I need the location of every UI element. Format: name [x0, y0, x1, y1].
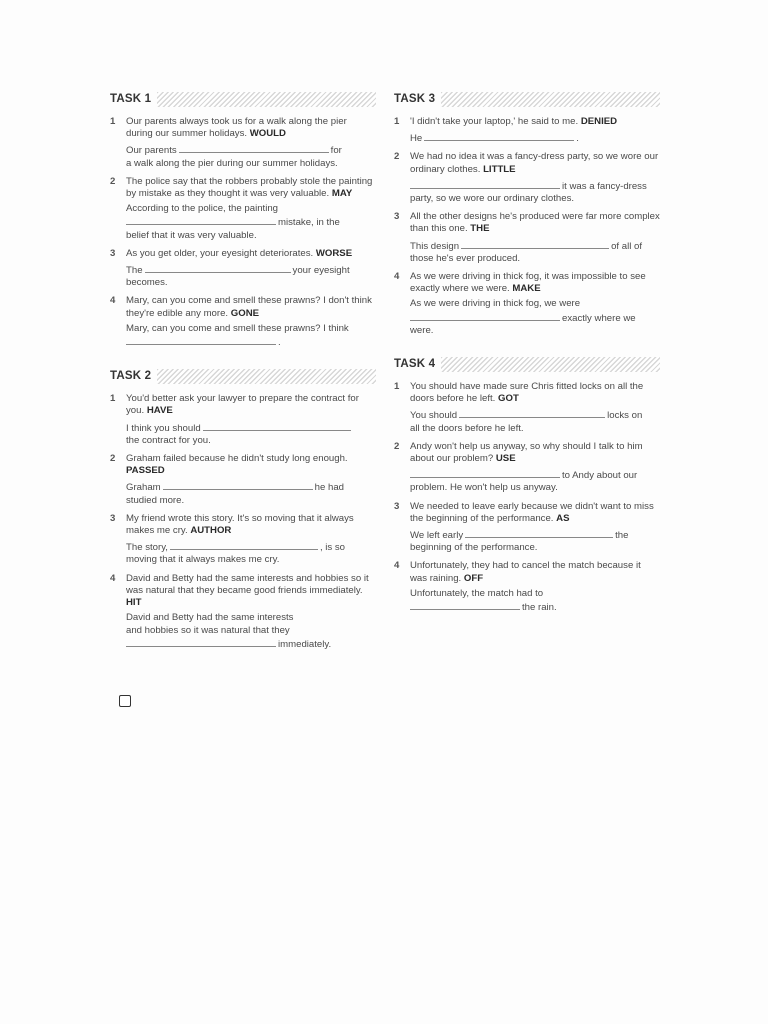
- exercise-item: [110, 248, 376, 290]
- task-title: TASK 1: [110, 93, 152, 105]
- item-number: 3: [110, 247, 116, 259]
- exercise-item: [394, 560, 660, 614]
- answer-blank[interactable]: [126, 215, 276, 225]
- keyword: HIT: [126, 597, 142, 609]
- exercise-item: [394, 116, 660, 145]
- left-column: [110, 90, 376, 657]
- header-stripe: [441, 92, 660, 107]
- keyword: WOULD: [249, 128, 286, 140]
- item-number: 4: [394, 560, 400, 572]
- answer-line: Unfortunately, the match had to the rain.: [410, 587, 557, 614]
- task-1-header: [110, 90, 376, 108]
- answer-line: The story, , is so moving that it always makes me cry.: [126, 542, 346, 566]
- item-number: 1: [394, 381, 400, 393]
- keyword: LITTLE: [483, 163, 516, 175]
- item-prompt: Graham failed because he didn't study long enough. PASSED: [126, 453, 348, 477]
- keyword: MAKE: [512, 283, 541, 295]
- item-number: 1: [110, 393, 116, 405]
- answer-blank[interactable]: [410, 468, 560, 478]
- header-stripe: [441, 357, 660, 372]
- item-prompt: As you get older, your eyesight deteriorates. WORSE: [126, 247, 353, 259]
- answer-line: David and Betty had the same interests and hobbies so it was natural that they immediately.: [126, 612, 332, 650]
- item-number: 2: [110, 175, 116, 187]
- exercise-item: [394, 381, 660, 435]
- item-number: 1: [110, 116, 116, 127]
- keyword: AS: [556, 512, 570, 524]
- item-prompt: Our parents always took us for a walk along the pier during our summer holidays. WOULD: [126, 116, 347, 140]
- answer-line: it was a fancy-dress party, so we wore our ordinary clothes.: [410, 180, 647, 205]
- answer-line: Mary, can you come and smell these prawns? I think .: [126, 322, 349, 349]
- answer-blank[interactable]: [163, 480, 313, 490]
- keyword: DENIED: [580, 116, 618, 127]
- exercise-item: [110, 176, 376, 242]
- item-number: 4: [110, 572, 116, 584]
- answer-line: We left early the beginning of the performance.: [410, 530, 629, 554]
- item-number: 3: [394, 500, 400, 512]
- answer-line: I think you should the contract for you.: [126, 421, 376, 447]
- answer-blank[interactable]: [410, 311, 560, 321]
- exercise-item: [110, 453, 376, 507]
- task-3-header: [394, 90, 660, 108]
- item-prompt: The police say that the robbers probably stole the painting by mistake as they thought it was very valuable. MAY: [126, 175, 373, 200]
- keyword: AUTHOR: [190, 525, 232, 537]
- keyword: GONE: [230, 307, 260, 319]
- answer-blank[interactable]: [179, 143, 329, 153]
- item-prompt: David and Betty had the same interests and hobbies so it was natural that they became good friends immediately. HIT: [126, 572, 369, 609]
- exercise-item: [394, 151, 660, 205]
- exercise-item: [110, 116, 376, 170]
- exercise-item: [394, 211, 660, 265]
- answer-blank[interactable]: [410, 179, 560, 189]
- exercise-item: [394, 501, 660, 555]
- keyword: WORSE: [315, 247, 353, 259]
- item-prompt: My friend wrote this story. It's so moving that it always makes me cry. AUTHOR: [126, 512, 354, 537]
- item-prompt: As we were driving in thick fog, it was impossible to see exactly where we were. MAKE: [410, 271, 646, 295]
- right-column: [394, 90, 660, 620]
- item-prompt: Unfortunately, they had to cancel the match because it was raining. OFF: [410, 560, 641, 584]
- answer-blank[interactable]: [465, 528, 613, 538]
- answer-blank[interactable]: [459, 408, 605, 418]
- exercise-item: [394, 271, 660, 337]
- answer-line: Our parents for a walk along the pier during our summer holidays.: [126, 145, 342, 169]
- exercise-item: [394, 441, 660, 495]
- item-prompt: We had no idea it was a fancy-dress party, so we wore our ordinary clothes. LITTLE: [410, 151, 659, 175]
- task-4-header: [394, 355, 660, 373]
- item-prompt: 'I didn't take your laptop,' he said to me. DENIED: [410, 116, 618, 127]
- answer-blank[interactable]: [410, 600, 520, 610]
- item-number: 3: [394, 211, 400, 223]
- item-number: 4: [394, 271, 400, 283]
- task-2-header: [110, 367, 376, 385]
- answer-blank[interactable]: [461, 239, 609, 249]
- keyword: THE: [470, 223, 490, 235]
- keyword: USE: [495, 453, 516, 465]
- item-prompt: Mary, can you come and smell these prawns? I don't think they're edible any more. GONE: [126, 295, 372, 319]
- item-number: 2: [394, 440, 400, 452]
- item-prompt: Andy won't help us anyway, so why should I talk to him about our problem? USE: [410, 440, 643, 465]
- item-prompt: You'd better ask your lawyer to prepare the contract for you. HAVE: [126, 393, 359, 417]
- exercise-item: [110, 295, 376, 349]
- item-prompt: All the other designs he's produced were far more complex than this one. THE: [410, 211, 660, 235]
- keyword: OFF: [463, 572, 484, 584]
- exercise-item: [110, 393, 376, 447]
- header-stripe: [157, 369, 376, 384]
- answer-line: As we were driving in thick fog, we were exactly where we were.: [410, 298, 636, 336]
- checkbox[interactable]: [119, 695, 131, 707]
- item-number: 1: [394, 116, 400, 127]
- task-title: TASK 3: [394, 93, 436, 105]
- task-title: TASK 2: [110, 370, 152, 383]
- item-number: 2: [110, 453, 116, 465]
- item-prompt: We needed to leave early because we didn't want to miss the beginning of the performance. AS: [410, 500, 654, 524]
- answer-blank[interactable]: [170, 540, 318, 550]
- answer-line: According to the police, the painting mistake, in the belief that it was very valuable.: [126, 203, 340, 241]
- answer-blank[interactable]: [126, 637, 276, 647]
- answer-line: You should locks on all the doors before he left.: [410, 410, 643, 434]
- exercise-item: [110, 513, 376, 567]
- item-number: 3: [110, 512, 116, 524]
- item-number: 4: [110, 295, 116, 307]
- answer-blank[interactable]: [145, 263, 291, 273]
- keyword: MAY: [331, 188, 353, 200]
- answer-line: This design of all of those he's ever produced.: [410, 240, 642, 264]
- item-prompt: You should have made sure Chris fitted locks on all the doors before he left. GOT: [410, 381, 644, 405]
- exercise-item: [110, 573, 376, 651]
- answer-blank[interactable]: [126, 335, 276, 345]
- task-title: TASK 4: [394, 358, 436, 371]
- answer-line: He .: [410, 133, 579, 145]
- answer-line: to Andy about our problem. He won't help us anyway.: [410, 470, 638, 494]
- answer-blank[interactable]: [424, 131, 574, 141]
- keyword: HAVE: [146, 405, 173, 417]
- answer-line: The your eyesight becomes.: [126, 265, 350, 289]
- answer-line: Graham he had studied more.: [126, 482, 344, 506]
- keyword: PASSED: [126, 465, 165, 477]
- keyword: GOT: [498, 393, 519, 405]
- header-stripe: [157, 92, 376, 107]
- item-number: 2: [394, 151, 400, 163]
- answer-blank[interactable]: [203, 421, 351, 431]
